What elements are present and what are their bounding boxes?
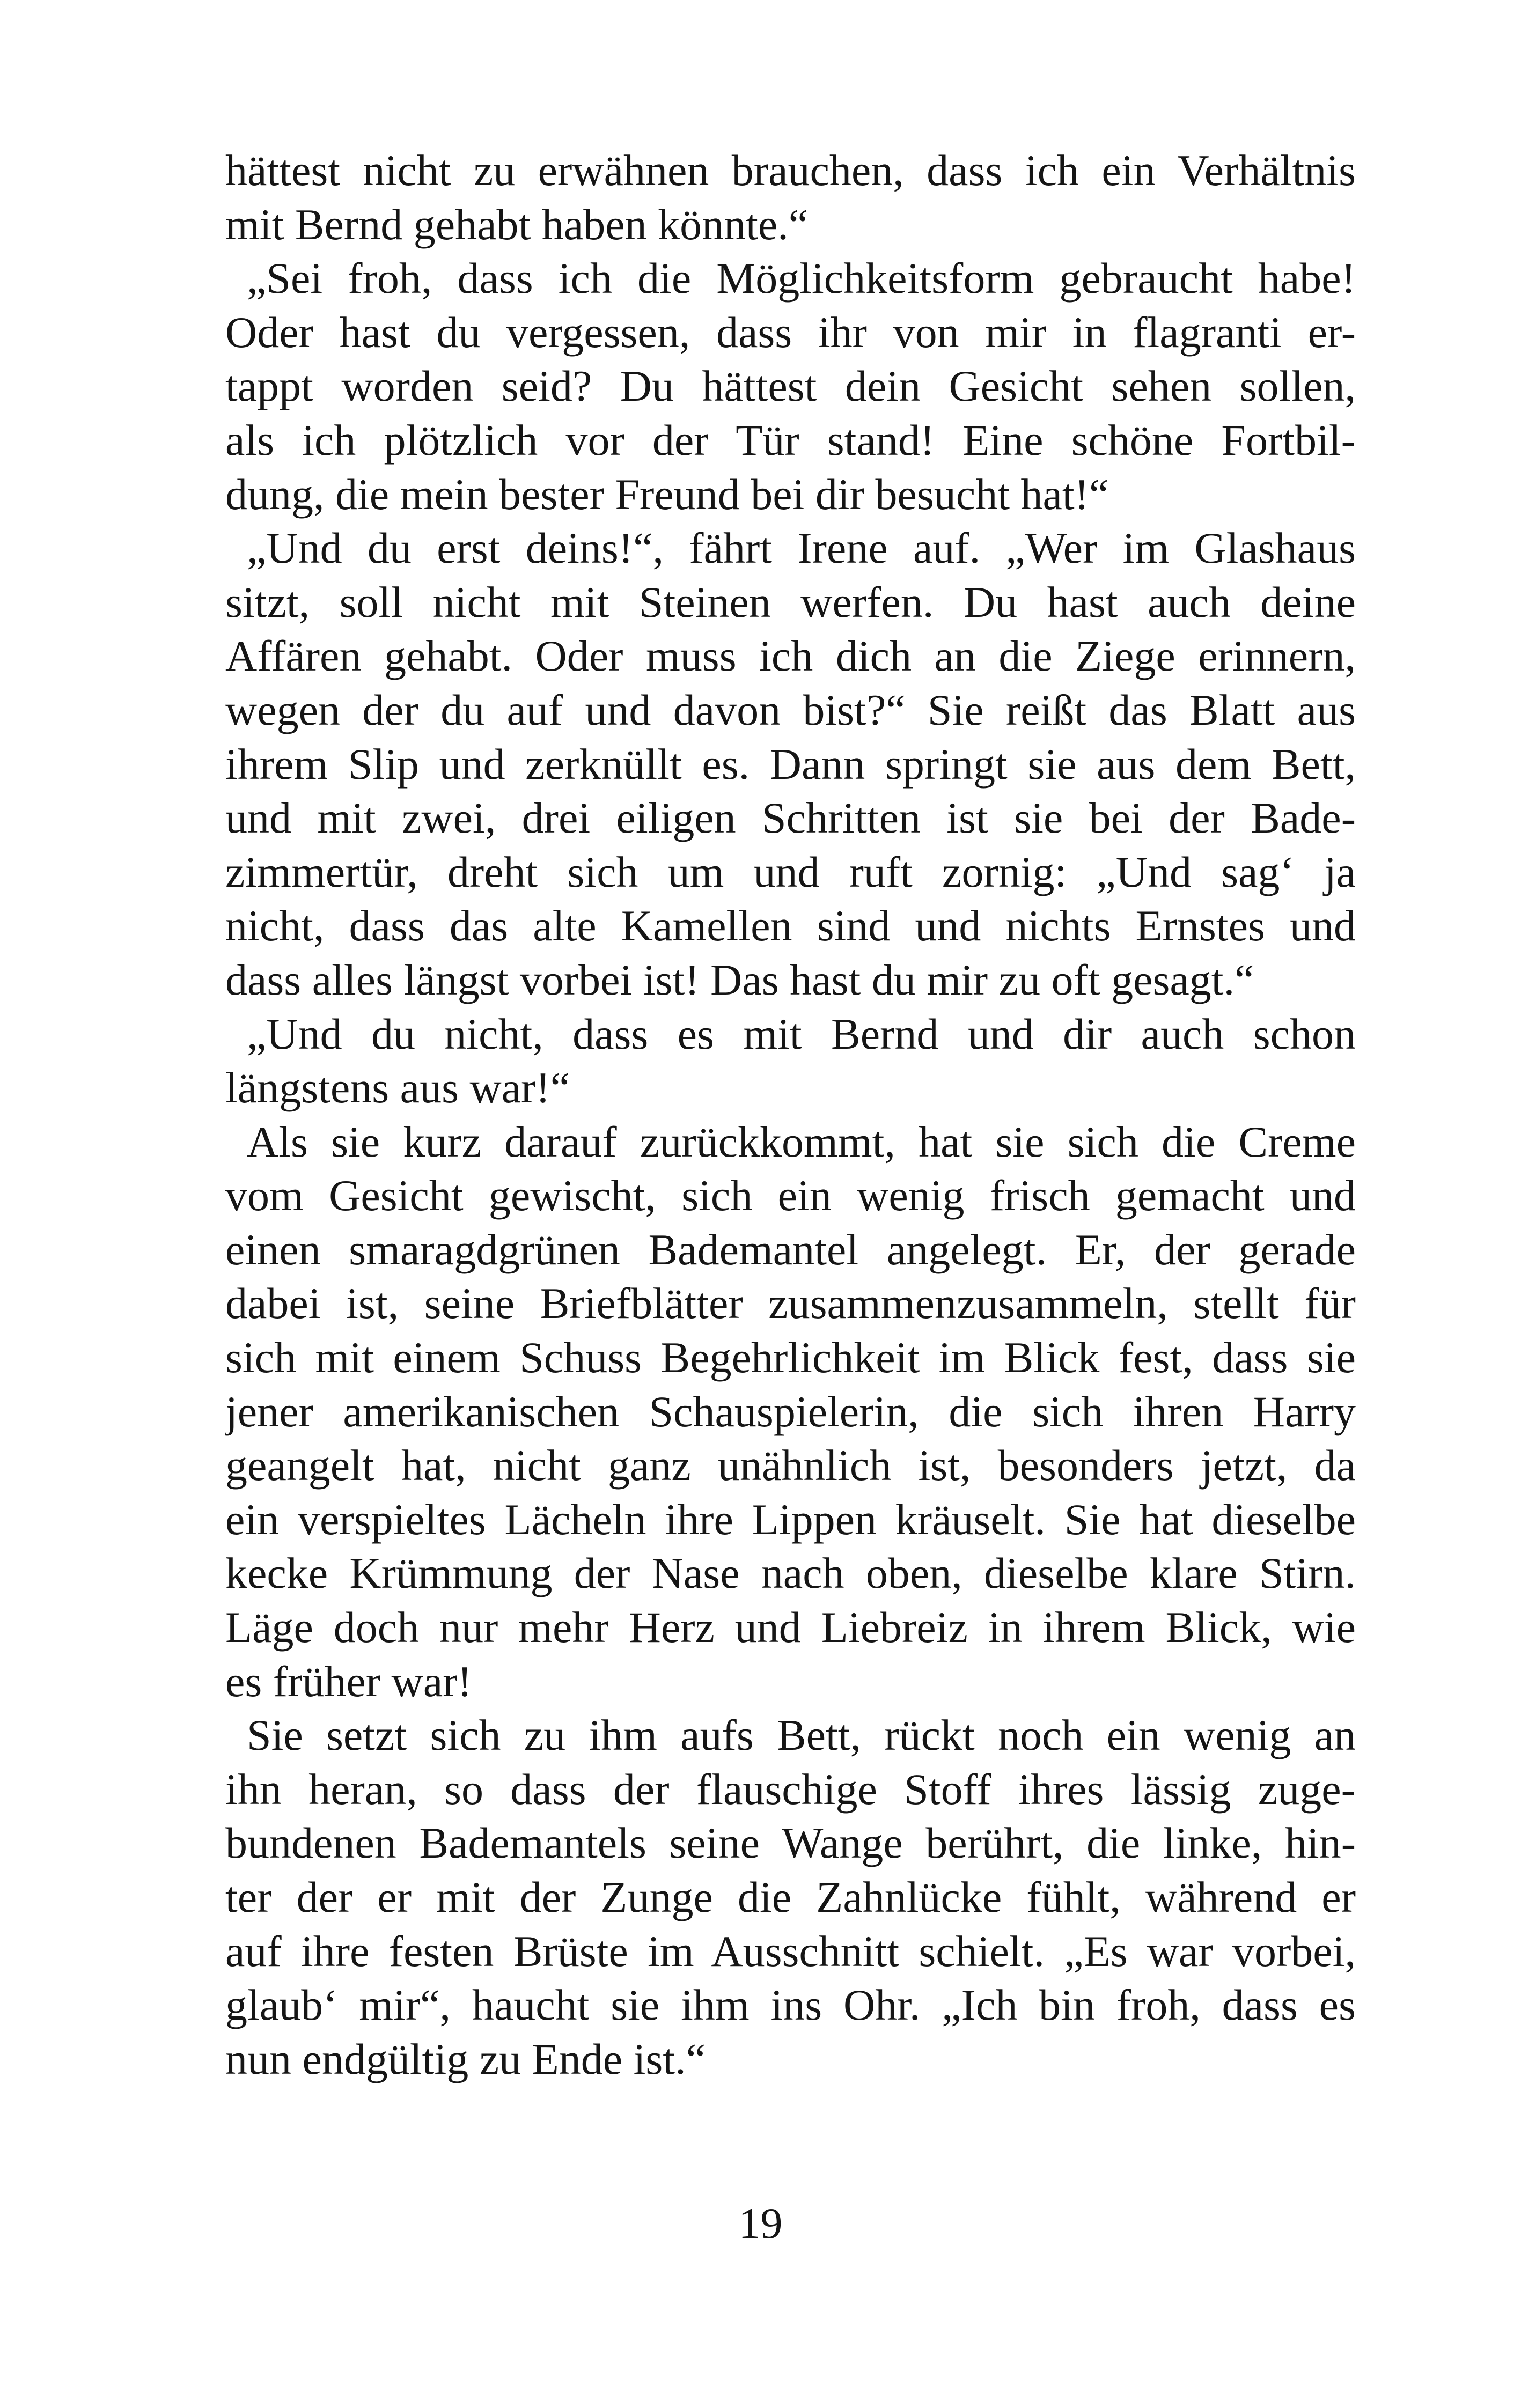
text-line: jener amerikanischen Schauspielerin, die sich ihren Harry xyxy=(225,1387,1356,1436)
text-line: ihrem Slip und zerknüllt es. Dann springt sie aus dem Bett, xyxy=(225,739,1356,789)
text-line: glaub‘ mir“, haucht sie ihm ins Ohr. „Ich bin froh, dass es xyxy=(225,1980,1356,2030)
text-line: hättest nicht zu erwähnen brauchen, dass ich ein Verhältnis xyxy=(225,146,1356,195)
text-line: auf ihre festen Brüste im Ausschnitt schielt. „Es war vorbei, xyxy=(225,1926,1356,1976)
text-line: „Und du erst deins!“, fährt Irene auf. „Wer im Glashaus xyxy=(247,524,1356,573)
text-line: geangelt hat, nicht ganz unähnlich ist, besonders jetzt, da xyxy=(225,1441,1356,1490)
page-number: 19 xyxy=(738,2199,783,2248)
text-line: zimmertür, dreht sich um und ruft zornig: „Und sag‘ ja xyxy=(225,847,1356,896)
text-line: und mit zwei, drei eiligen Schritten ist sie bei der Bade- xyxy=(225,793,1356,843)
text-line: nicht, dass das alte Kamellen sind und nichts Ernstes und xyxy=(225,901,1356,951)
body-text xyxy=(225,144,1356,2086)
text-line: ihn heran, so dass der flauschige Stoff ihres lässig zuge- xyxy=(225,1764,1356,1814)
text-line: ter der er mit der Zunge die Zahnlücke fühlt, während er xyxy=(225,1873,1356,1921)
text-line: dabei ist, seine Briefblätter zusammenzusammeln, stellt für xyxy=(225,1279,1356,1328)
text-line: Affären gehabt. Oder muss ich dich an die Ziege erinnern, xyxy=(225,631,1356,681)
text-line: sich mit einem Schuss Begehrlichkeit im Blick fest, dass sie xyxy=(225,1333,1356,1382)
text-line: es früher war! xyxy=(225,1656,472,1706)
text-line: längstens aus war!“ xyxy=(225,1063,570,1113)
text-line: Oder hast du vergessen, dass ihr von mir in flagranti er- xyxy=(225,307,1356,357)
text-line: „Und du nicht, dass es mit Bernd und dir auch schon xyxy=(247,1009,1356,1058)
text-line: „Sei froh, dass ich die Möglichkeitsform gebraucht habe! xyxy=(247,254,1356,303)
text-line: einen smaragdgrünen Bademantel angelegt. Er, der gerade xyxy=(225,1225,1356,1274)
text-line: bundenen Bademantels seine Wange berührt, die linke, hin- xyxy=(225,1818,1356,1868)
text-line: als ich plötzlich vor der Tür stand! Eine schöne Fortbil- xyxy=(225,415,1356,465)
text-line: sitzt, soll nicht mit Steinen werfen. Du hast auch deine xyxy=(225,577,1356,627)
text-line: Als sie kurz darauf zurückkommt, hat sie sich die Creme xyxy=(247,1117,1356,1166)
text-line: Läge doch nur mehr Herz und Liebreiz in ihrem Blick, wie xyxy=(225,1603,1356,1652)
text-line: wegen der du auf und davon bist?“ Sie reißt das Blatt aus xyxy=(225,685,1356,734)
text-line: Sie setzt sich zu ihm aufs Bett, rückt noch ein wenig an xyxy=(247,1711,1356,1760)
text-line: mit Bernd gehabt haben könnte.“ xyxy=(225,200,809,249)
text-line: vom Gesicht gewischt, sich ein wenig frisch gemacht und xyxy=(225,1171,1356,1220)
text-line: nun endgültig zu Ende ist.“ xyxy=(225,2034,706,2083)
text-line: dass alles längst vorbei ist! Das hast du mir zu oft gesagt.“ xyxy=(225,955,1254,1004)
text-line: kecke Krümmung der Nase nach oben, dieselbe klare Stirn. xyxy=(225,1549,1356,1598)
text-line: tappt worden seid? Du hättest dein Gesicht sehen sollen, xyxy=(225,362,1356,411)
text-line: ein verspieltes Lächeln ihre Lippen kräuselt. Sie hat dieselbe xyxy=(225,1494,1356,1544)
text-line: dung, die mein bester Freund bei dir besucht hat!“ xyxy=(225,469,1109,519)
